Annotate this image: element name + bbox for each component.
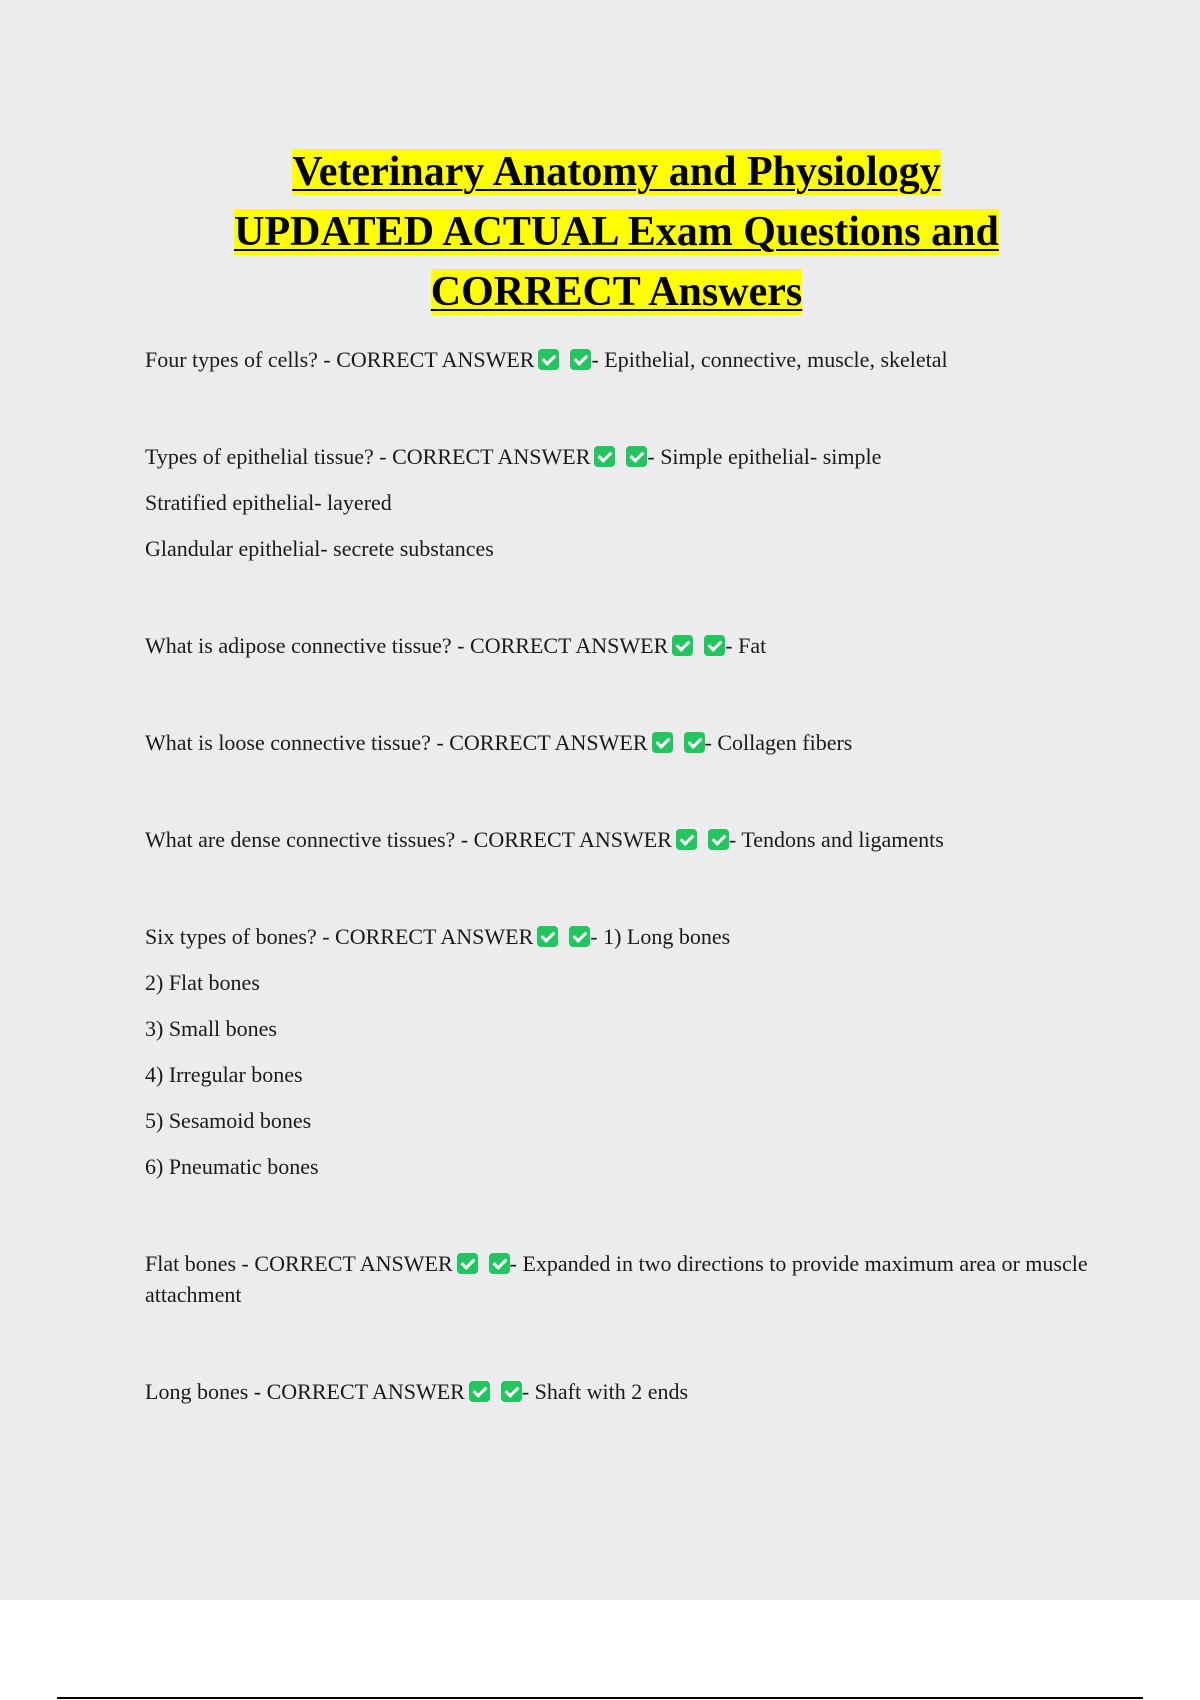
answer-continuation: 2) Flat bones: [145, 970, 260, 995]
qa-line: [145, 344, 1105, 375]
green-check-box-icon: [457, 1253, 478, 1274]
answer-text: - Expanded in two directions to provide maximum area or muscle attachment: [145, 1251, 1088, 1307]
answer-continuation: 6) Pneumatic bones: [145, 1154, 319, 1179]
answer-marker: CORRECT ANSWER: [470, 633, 669, 658]
answer-text: - Simple epithelial- simple: [647, 444, 882, 469]
question-text: Types of epithelial tissue? -: [145, 444, 393, 469]
qa-item: [145, 1376, 1105, 1407]
qa-line: [145, 630, 1105, 661]
answer-continuation: 3) Small bones: [145, 1016, 277, 1041]
qa-line: [145, 824, 1105, 855]
qa-item: [145, 344, 1105, 375]
green-check-box-icon: [569, 926, 590, 947]
green-check-box-icon: [626, 446, 647, 467]
green-check-box-icon: [489, 1253, 510, 1274]
answer-text: - Shaft with 2 ends: [521, 1379, 689, 1404]
title-line: CORRECT Answers: [430, 269, 803, 315]
qa-item: [145, 921, 1105, 1182]
answer-continuation: Stratified epithelial- layered: [145, 490, 392, 515]
answer-marker: CORRECT ANSWER: [392, 444, 591, 469]
qa-line: [145, 1248, 1105, 1310]
answer-continuation: 4) Irregular bones: [145, 1062, 303, 1087]
green-check-box-icon: [501, 1381, 522, 1402]
question-text: What is adipose connective tissue? -: [145, 633, 471, 658]
question-text: Four types of cells? -: [145, 347, 337, 372]
green-check-box-icon: [708, 829, 729, 850]
answer-text: - Epithelial, connective, muscle, skeletal: [591, 347, 948, 372]
answer-marker: CORRECT ANSWER: [473, 827, 672, 852]
green-check-box-icon: [684, 732, 705, 753]
question-text: What are dense connective tissues? -: [145, 827, 474, 852]
footer-divider: [57, 1697, 1143, 1699]
question-text: Long bones -: [145, 1379, 267, 1404]
document-title: [100, 142, 1133, 322]
qa-line: [145, 1376, 1105, 1407]
green-check-box-icon: [704, 635, 725, 656]
qa-item: [145, 1248, 1105, 1310]
green-check-box-icon: [538, 349, 559, 370]
green-check-box-icon: [652, 732, 673, 753]
green-check-box-icon: [570, 349, 591, 370]
green-check-box-icon: [537, 926, 558, 947]
question-text: Flat bones -: [145, 1251, 255, 1276]
green-check-box-icon: [672, 635, 693, 656]
answer-text: - Tendons and ligaments: [728, 827, 944, 852]
answer-text: - 1) Long bones: [590, 924, 731, 949]
answer-continuation: Glandular epithelial- secrete substances: [145, 536, 494, 561]
answer-text: - Collagen fibers: [704, 730, 853, 755]
answer-marker: CORRECT ANSWER: [449, 730, 648, 755]
answer-marker: CORRECT ANSWER: [336, 347, 535, 372]
green-check-box-icon: [594, 446, 615, 467]
qa-line: [145, 921, 1105, 952]
answer-marker: CORRECT ANSWER: [335, 924, 534, 949]
title-line: UPDATED ACTUAL Exam Questions and: [234, 209, 999, 255]
answer-continuation: 5) Sesamoid bones: [145, 1108, 312, 1133]
answer-marker: CORRECT ANSWER: [254, 1251, 453, 1276]
question-text: Six types of bones? -: [145, 924, 336, 949]
qa-line: [145, 727, 1105, 758]
answer-marker: CORRECT ANSWER: [266, 1379, 465, 1404]
qa-line: [145, 441, 1105, 472]
qa-item: [145, 824, 1105, 855]
qa-item: [145, 727, 1105, 758]
qa-item: [145, 630, 1105, 661]
title-line: Veterinary Anatomy and Physiology: [292, 149, 941, 195]
qa-list: [145, 344, 1105, 1407]
green-check-box-icon: [676, 829, 697, 850]
answer-text: - Fat: [725, 633, 767, 658]
qa-item: [145, 441, 1105, 564]
question-text: What is loose connective tissue? -: [145, 730, 450, 755]
green-check-box-icon: [469, 1381, 490, 1402]
